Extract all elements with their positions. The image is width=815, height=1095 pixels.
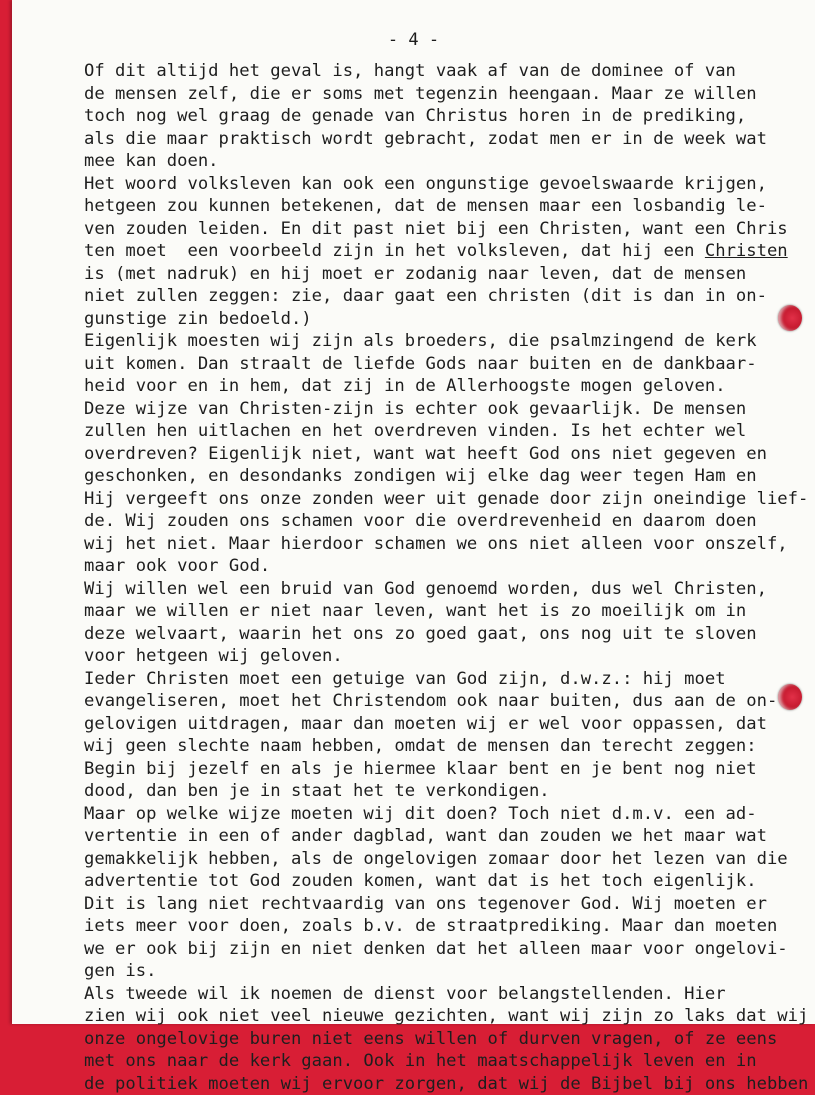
text-line: onze ongelovige buren niet eens willen of durven vragen, of ze eens — [12, 1028, 815, 1051]
text-line: geschonken, en desondanks zondigen wij elke dag weer tegen Ham en — [12, 465, 815, 488]
text-line: is (met nadruk) en hij moet er zodanig naar leven, dat de mensen — [12, 263, 815, 286]
text-line: Wij willen wel een bruid van God genoemd worden, dus wel Christen, — [12, 578, 815, 601]
text-line: Begin bij jezelf en als je hiermee klaar bent en je bent nog niet — [12, 758, 815, 781]
text-line: mee kan doen. — [12, 150, 815, 173]
document-body — [12, 60, 815, 1095]
text-line: Eigenlijk moesten wij zijn als broeders, die psalmzingend de kerk — [12, 330, 815, 353]
text-line: overdreven? Eigenlijk niet, want wat heeft God ons niet gegeven en — [12, 443, 815, 466]
text-line: gunstige zin bedoeld.) — [12, 308, 815, 331]
text-line: maar ook voor God. — [12, 555, 815, 578]
text-line: evangeliseren, moet het Christendom ook naar buiten, dus aan de on- — [12, 690, 815, 713]
text-line: iets meer voor doen, zoals b.v. de straatprediking. Maar dan moeten — [12, 915, 815, 938]
text-line: dood, dan ben je in staat het te verkondigen. — [12, 780, 815, 803]
text-line: maar we willen er niet naar leven, want het is zo moeilijk om in — [12, 600, 815, 623]
text-line: zullen hen uitlachen en het overdreven vinden. Is het echter wel — [12, 420, 815, 443]
text-line: de. Wij zouden ons schamen voor die overdrevenheid en daarom doen — [12, 510, 815, 533]
punch-hole — [778, 684, 802, 710]
page-number: - 4 - — [12, 30, 815, 50]
text-line-with-underline — [12, 240, 815, 263]
text-line: de politiek moeten wij ervoor zorgen, dat wij de Bijbel bij ons hebben — [12, 1073, 815, 1095]
text-line: advertentie tot God zouden komen, want dat is het toch eigenlijk. — [12, 870, 815, 893]
text-line: Als tweede wil ik noemen de dienst voor belangstellenden. Hier — [12, 983, 815, 1006]
text-line: met ons naar de kerk gaan. Ook in het maatschappelijk leven en in — [12, 1050, 815, 1073]
text-line: uit komen. Dan straalt de liefde Gods naar buiten en de dankbaar- — [12, 353, 815, 376]
underlined-word: Christen — [705, 241, 788, 261]
text-line: Het woord volksleven kan ook een ongunstige gevoelswaarde krijgen, — [12, 173, 815, 196]
text-line: toch nog wel graag de genade van Christus horen in de prediking, — [12, 105, 815, 128]
text-line: niet zullen zeggen: zie, daar gaat een christen (dit is dan in on- — [12, 285, 815, 308]
document-page — [12, 0, 815, 1024]
text-line: vertentie in een of ander dagblad, want dan zouden we het maar wat — [12, 825, 815, 848]
text-line: Hij vergeeft ons onze zonden weer uit genade door zijn oneindige lief- — [12, 488, 815, 511]
text-line: we er ook bij zijn en niet denken dat het alleen maar voor ongelovi- — [12, 938, 815, 961]
text-line-segment: ten moet een voorbeeld zijn in het volksleven, dat hij een — [84, 241, 705, 261]
text-line: Dit is lang niet rechtvaardig van ons tegenover God. Wij moeten er — [12, 893, 815, 916]
text-line: wij het niet. Maar hierdoor schamen we ons niet alleen voor onszelf, — [12, 533, 815, 556]
text-line: zien wij ook niet veel nieuwe gezichten, want wij zijn zo laks dat wij — [12, 1005, 815, 1028]
text-line: Of dit altijd het geval is, hangt vaak af van de dominee of van — [12, 60, 815, 83]
text-line: Ieder Christen moet een getuige van God zijn, d.w.z.: hij moet — [12, 668, 815, 691]
text-line: gen is. — [12, 960, 815, 983]
text-line: Maar op welke wijze moeten wij dit doen? Toch niet d.m.v. een ad- — [12, 803, 815, 826]
text-line: gelovigen uitdragen, maar dan moeten wij er wel voor oppassen, dat — [12, 713, 815, 736]
text-line: de mensen zelf, die er soms met tegenzin heengaan. Maar ze willen — [12, 83, 815, 106]
text-line: gemakkelijk hebben, als de ongelovigen zomaar door het lezen van die — [12, 848, 815, 871]
text-line: heid voor en in hem, dat zij in de Allerhoogste mogen geloven. — [12, 375, 815, 398]
text-line: als die maar praktisch wordt gebracht, zodat men er in de week wat — [12, 128, 815, 151]
punch-hole — [778, 305, 802, 331]
text-line: Deze wijze van Christen-zijn is echter ook gevaarlijk. De mensen — [12, 398, 815, 421]
text-line: deze welvaart, waarin het ons zo goed gaat, ons nog uit te sloven — [12, 623, 815, 646]
text-line: hetgeen zou kunnen betekenen, dat de mensen maar een losbandig le- — [12, 195, 815, 218]
text-line: ven zouden leiden. En dit past niet bij een Christen, want een Chris — [12, 218, 815, 241]
text-line: wij geen slechte naam hebben, omdat de mensen dan terecht zeggen: — [12, 735, 815, 758]
text-line: voor hetgeen wij geloven. — [12, 645, 815, 668]
